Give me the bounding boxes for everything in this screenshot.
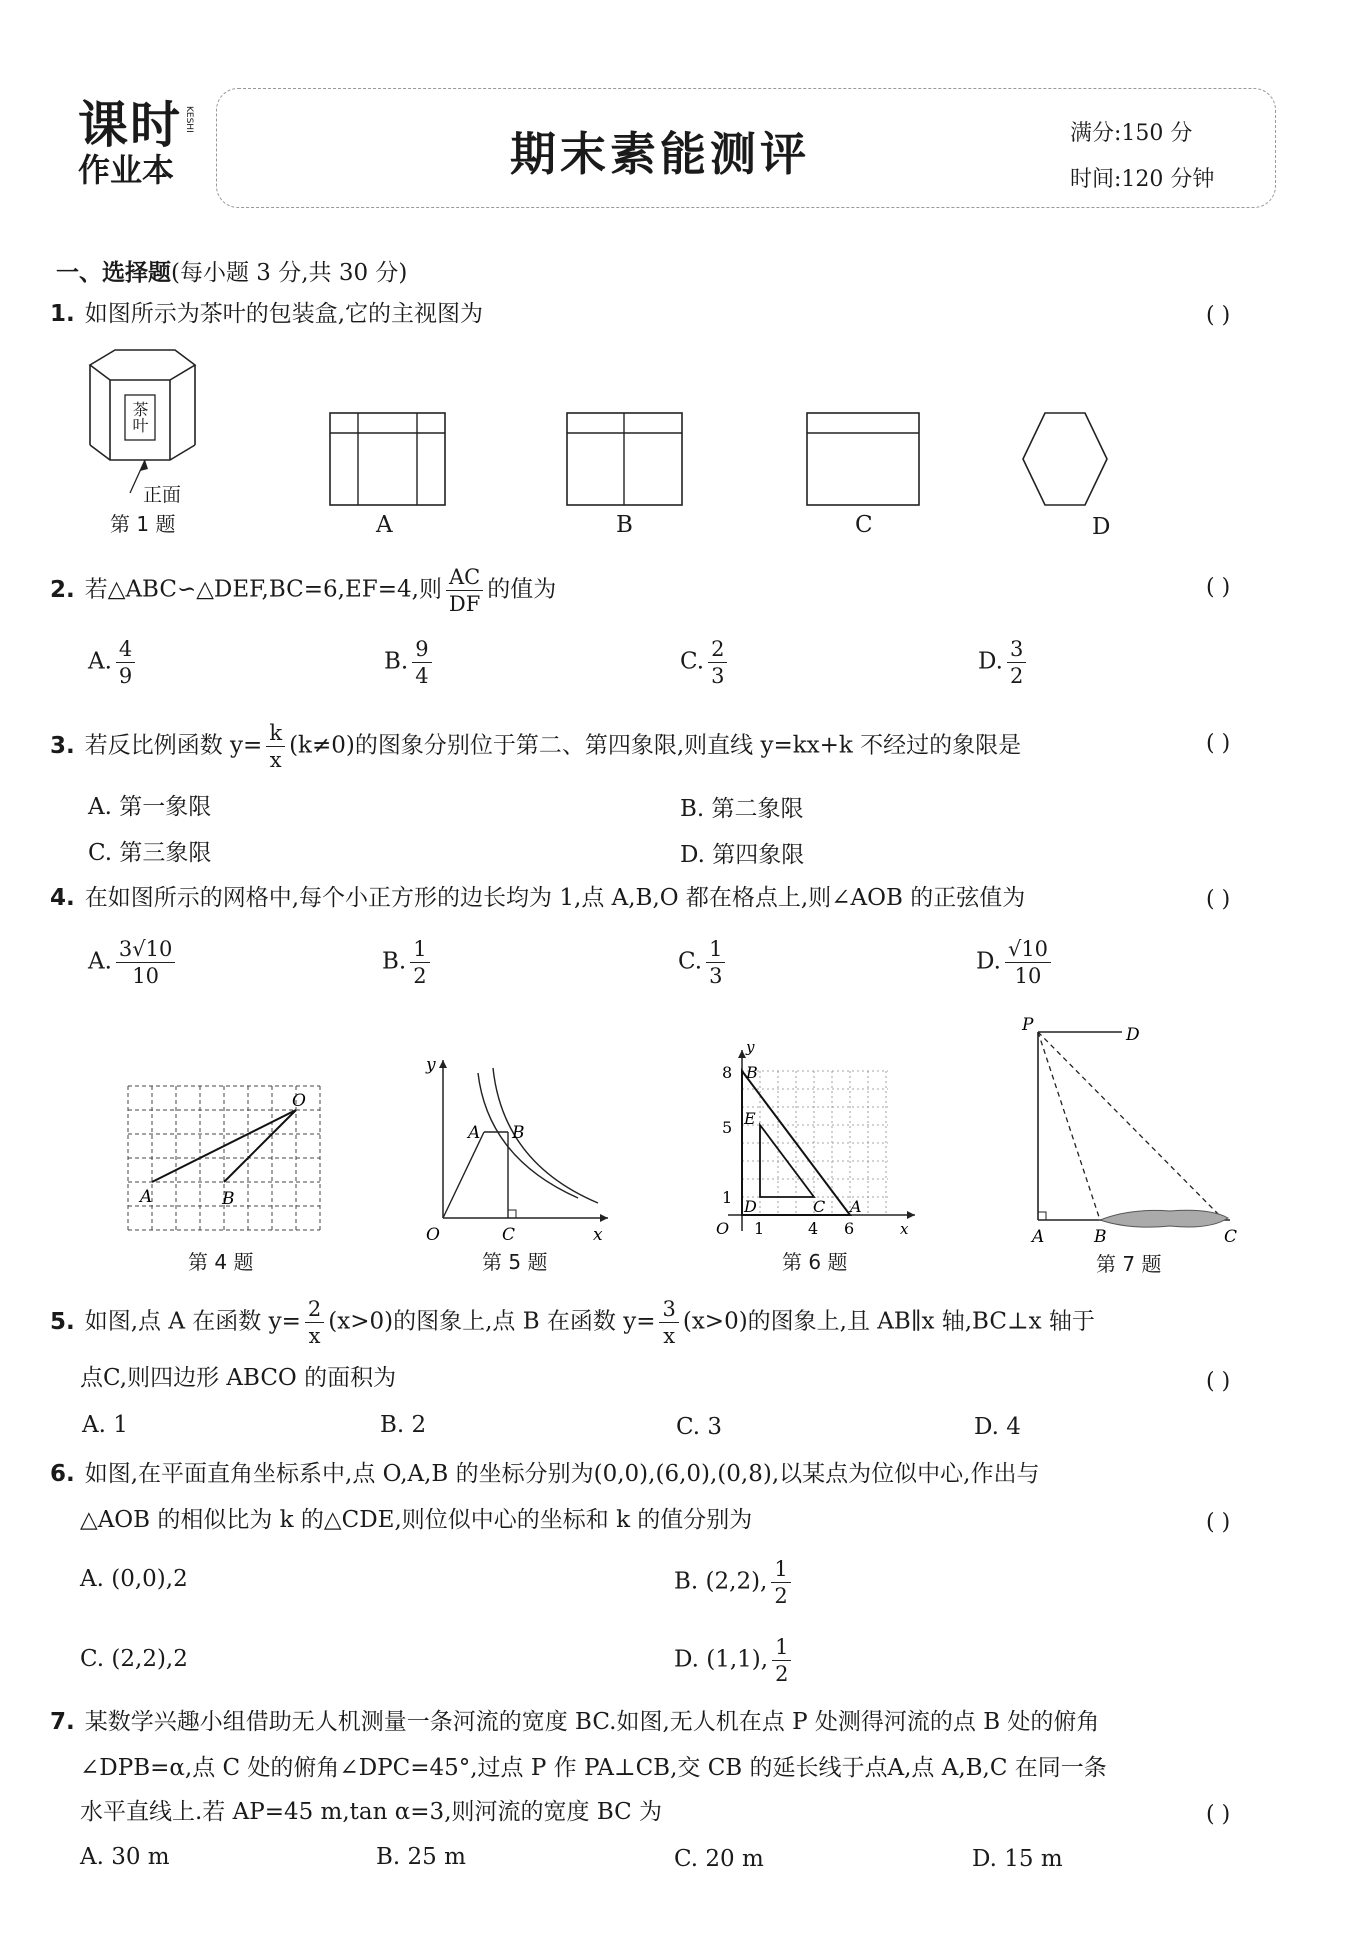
question-number: 6. — [50, 1461, 75, 1487]
section-title — [56, 254, 407, 287]
option-letter: D. — [978, 648, 1003, 675]
numerator: 4 — [116, 636, 135, 663]
question-number: 2. — [50, 576, 75, 603]
fraction — [446, 564, 483, 617]
tick-y-5: 5 — [722, 1118, 733, 1137]
figure-6-graph — [700, 1036, 925, 1246]
numerator: √10 — [1005, 936, 1051, 963]
question-4 — [50, 876, 1025, 920]
answer-paren[interactable]: ( ) — [1206, 887, 1231, 912]
question-text: 若△ABC∽△DEF,BC=6,EF=4,则 — [84, 576, 442, 603]
point-d-label: D — [1126, 1025, 1140, 1045]
option-letter: C. — [678, 948, 703, 975]
question-5-line2: 点C,则四边形 ABCO 的面积为 — [80, 1365, 397, 1391]
option-text: D. (1,1), — [674, 1646, 769, 1673]
fraction — [410, 936, 429, 989]
axis-x-label: x — [593, 1225, 603, 1245]
question-text: 如图所示为茶叶的包装盒,它的主视图为 — [84, 301, 484, 327]
page-title: 期末素能测评 — [510, 127, 810, 181]
denominator: 2 — [413, 964, 427, 988]
brand-logo — [78, 98, 196, 188]
point-o-label: O — [292, 1091, 306, 1111]
point-a-label: A — [1032, 1227, 1045, 1247]
full-score: 满分:150 分 — [1070, 121, 1193, 146]
denominator: 10 — [1014, 964, 1042, 988]
point-b-label: B — [746, 1063, 758, 1082]
point-b-label: B — [1094, 1227, 1107, 1247]
denominator: 2 — [1009, 664, 1024, 688]
figure-4-caption: 第 4 题 — [188, 1250, 254, 1274]
numerator: 2 — [708, 636, 727, 663]
tick-y-8: 8 — [722, 1063, 733, 1082]
section-heading: 一、选择题 — [56, 260, 171, 286]
question-text: 如图,点 A 在函数 y= — [84, 1308, 301, 1335]
question-7-line3: 水平直线上.若 AP=45 m,tan α=3,则河流的宽度 BC 为 — [80, 1799, 663, 1825]
fraction — [659, 1296, 678, 1349]
tick-x-1: 1 — [754, 1219, 765, 1238]
figure-7-caption: 第 7 题 — [1096, 1252, 1162, 1276]
numerator: 1 — [772, 1634, 791, 1661]
denominator: DF — [448, 592, 481, 616]
answer-paren[interactable]: ( ) — [1206, 1510, 1231, 1535]
figure-5-graph — [418, 1048, 618, 1248]
denominator: 4 — [415, 664, 429, 688]
fraction — [266, 720, 285, 773]
numerator: 1 — [771, 1556, 790, 1583]
q7-option-a[interactable]: A. 30 m — [80, 1844, 170, 1870]
numerator: 9 — [412, 636, 431, 663]
answer-paren[interactable]: ( ) — [1206, 731, 1231, 756]
question-text: (x>0)的图象上,且 AB∥x 轴,BC⊥x 轴于 — [682, 1308, 1095, 1335]
q1-label-b: B — [616, 512, 633, 538]
q7-option-b[interactable]: B. 25 m — [376, 1844, 466, 1870]
question-3 — [50, 720, 1021, 773]
point-c-label: C — [502, 1225, 516, 1245]
q3-option-c[interactable]: C. 第三象限 — [88, 840, 212, 866]
q3-option-b[interactable]: B. 第二象限 — [680, 796, 804, 822]
question-text: 的值为 — [487, 576, 557, 603]
question-text: 若反比例函数 y= — [84, 732, 263, 759]
option-letter: A. — [88, 648, 112, 675]
logo-line1: 课时 — [78, 96, 182, 154]
question-number: 3. — [50, 732, 75, 759]
numerator: 1 — [410, 936, 429, 963]
fraction — [1005, 936, 1051, 989]
fraction — [305, 1296, 324, 1349]
option-letter: B. — [384, 648, 409, 675]
fraction — [412, 636, 431, 689]
origin-label: O — [716, 1219, 730, 1238]
q2-option-c[interactable] — [680, 636, 731, 689]
question-text: 某数学兴趣小组借助无人机测量一条河流的宽度 BC.如图,无人机在点 P 处测得河流的点 B 处的俯角 — [84, 1709, 1100, 1735]
denominator: 10 — [132, 964, 160, 988]
point-b-label: B — [222, 1189, 235, 1209]
point-d-label: D — [744, 1197, 757, 1216]
option-letter: B. — [382, 948, 407, 975]
option-letter: D. — [976, 948, 1001, 975]
box-label: 茶叶 — [130, 401, 149, 433]
question-2 — [50, 564, 556, 617]
q5-option-d[interactable]: D. 4 — [974, 1414, 1021, 1440]
q2-option-b[interactable] — [384, 636, 436, 689]
numerator: k — [266, 720, 285, 747]
question-number: 5. — [50, 1308, 75, 1335]
section-note: (每小题 3 分,共 30 分) — [171, 260, 408, 286]
denominator: x — [663, 1324, 676, 1348]
q6-option-c[interactable]: C. (2,2),2 — [80, 1646, 188, 1672]
q5-option-b[interactable]: B. 2 — [380, 1412, 427, 1438]
origin-label: O — [426, 1225, 440, 1245]
numerator: 1 — [706, 936, 725, 963]
figure-4-grid — [120, 1078, 330, 1238]
point-c-label: C — [813, 1197, 826, 1216]
q3-option-d[interactable]: D. 第四象限 — [680, 842, 805, 868]
fraction — [708, 636, 727, 689]
question-7-line2: ∠DPB=α,点 C 处的俯角∠DPC=45°,过点 P 作 PA⊥CB,交 CB 的延长线于点A,点 A,B,C 在同一条 — [80, 1755, 1107, 1781]
point-e-label: E — [744, 1109, 756, 1128]
denominator: 3 — [709, 964, 723, 988]
fraction — [116, 636, 135, 689]
point-a-label: A — [850, 1197, 862, 1216]
answer-paren[interactable]: ( ) — [1206, 303, 1231, 328]
q6-option-b[interactable] — [674, 1556, 795, 1609]
question-number: 1. — [50, 301, 75, 327]
tick-x-4: 4 — [808, 1219, 819, 1238]
denominator: x — [269, 748, 282, 772]
q3-option-a[interactable]: A. 第一象限 — [88, 794, 212, 820]
denominator: x — [308, 1324, 321, 1348]
option-letter: C. — [680, 648, 705, 675]
figure-5-caption: 第 5 题 — [482, 1250, 548, 1274]
q1-label-c: C — [855, 512, 873, 538]
numerator: 3 — [659, 1296, 678, 1323]
numerator: AC — [446, 564, 483, 591]
q7-option-c[interactable]: C. 20 m — [674, 1846, 764, 1872]
q5-option-a[interactable]: A. 1 — [82, 1412, 128, 1438]
fraction — [116, 936, 175, 989]
question-1 — [50, 292, 483, 336]
logo-pinyin: KESHI — [184, 106, 194, 133]
q1-label-d: D — [1092, 514, 1111, 540]
denominator: 9 — [118, 664, 133, 688]
q4-option-a[interactable] — [88, 936, 179, 989]
question-7 — [50, 1700, 1099, 1744]
q2-option-a[interactable] — [88, 636, 139, 689]
numerator: 2 — [305, 1296, 324, 1323]
question-text: (k≠0)的图象分别位于第二、第四象限,则直线 y=kx+k 不经过的象限是 — [289, 732, 1022, 759]
figure-1-caption: 第 1 题 — [110, 512, 176, 536]
question-number: 4. — [50, 885, 75, 911]
point-c-label: C — [1224, 1227, 1238, 1247]
question-5 — [50, 1296, 1095, 1349]
axis-y-label: y — [746, 1038, 755, 1056]
fraction — [771, 1556, 790, 1609]
numerator: 3 — [1007, 636, 1026, 663]
time-limit: 时间:120 分钟 — [1070, 167, 1215, 192]
point-p-label: P — [1022, 1015, 1034, 1035]
question-6 — [50, 1452, 1039, 1496]
q4-option-b[interactable] — [382, 936, 434, 989]
answer-paren[interactable]: ( ) — [1206, 575, 1231, 600]
option-text: B. (2,2), — [674, 1568, 768, 1595]
figure-7-diagram — [1010, 1010, 1260, 1250]
answer-paren[interactable]: ( ) — [1206, 1369, 1231, 1394]
question-text: 在如图所示的网格中,每个小正方形的边长均为 1,点 A,B,O 都在格点上,则∠AOB 的正弦值为 — [84, 885, 1026, 911]
fraction — [772, 1634, 791, 1687]
question-text: (x>0)的图象上,点 B 在函数 y= — [328, 1308, 656, 1335]
numerator: 3√10 — [116, 936, 175, 963]
axis-y-label: y — [426, 1055, 436, 1075]
q1-label-a: A — [376, 512, 393, 538]
point-a-label: A — [140, 1187, 153, 1207]
tick-y-1: 1 — [722, 1188, 733, 1207]
fraction — [1007, 636, 1026, 689]
q4-option-c[interactable] — [678, 936, 729, 989]
q6-option-a[interactable]: A. (0,0),2 — [80, 1566, 188, 1592]
denominator: 2 — [774, 1584, 788, 1608]
q6-option-d[interactable] — [674, 1634, 795, 1687]
point-a-label: A — [468, 1123, 481, 1143]
q4-option-d[interactable] — [976, 936, 1055, 989]
q1-views — [320, 405, 1200, 515]
option-letter: A. — [88, 948, 112, 975]
question-text: 如图,在平面直角坐标系中,点 O,A,B 的坐标分别为(0,0),(6,0),(0,8),以某点为位似中心,作出与 — [84, 1461, 1040, 1487]
logo-line2: 作业本 — [78, 151, 175, 189]
point-b-label: B — [512, 1123, 525, 1143]
question-number: 7. — [50, 1709, 75, 1735]
figure-6-caption: 第 6 题 — [782, 1250, 848, 1274]
q7-option-d[interactable]: D. 15 m — [972, 1846, 1063, 1872]
q2-option-d[interactable] — [978, 636, 1030, 689]
question-6-line2: △AOB 的相似比为 k 的△CDE,则位似中心的坐标和 k 的值分别为 — [80, 1507, 753, 1533]
answer-paren[interactable]: ( ) — [1206, 1802, 1231, 1827]
front-label: 正面 — [143, 484, 182, 506]
tick-x-6: 6 — [844, 1219, 855, 1238]
denominator: 2 — [775, 1662, 789, 1686]
fraction — [706, 936, 725, 989]
q5-option-c[interactable]: C. 3 — [676, 1414, 723, 1440]
denominator: 3 — [711, 664, 725, 688]
axis-x-label: x — [900, 1220, 909, 1238]
